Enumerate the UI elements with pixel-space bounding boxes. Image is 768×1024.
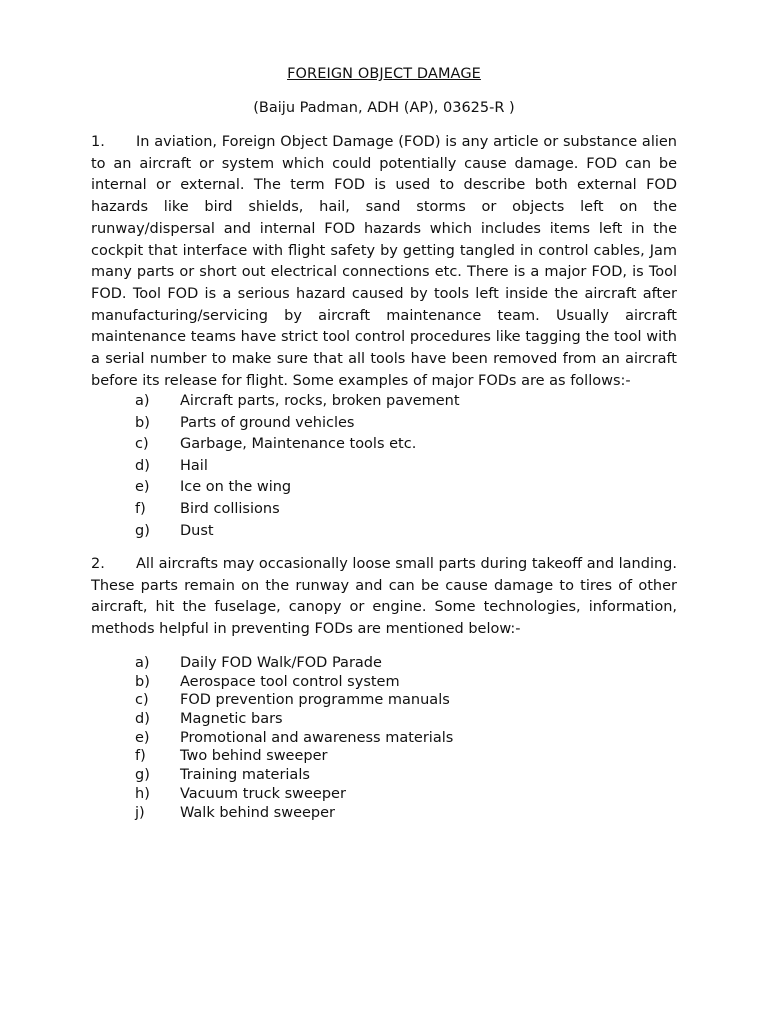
list-item-text: Dust: [180, 522, 214, 539]
list-item-text: Two behind sweeper: [180, 748, 328, 765]
list-item: [135, 747, 453, 766]
list-item-text: Aircraft parts, rocks, broken pavement: [180, 393, 460, 409]
list-item-label: f): [135, 748, 146, 765]
list-item-label: d): [135, 711, 150, 728]
list-item-text: FOD prevention programme manuals: [180, 692, 450, 709]
list-item: [135, 673, 453, 692]
list-item-text: Walk behind sweeper: [180, 804, 336, 821]
list-item-label: h): [135, 785, 150, 802]
list-item: [135, 654, 453, 673]
fod-prevention-list: [135, 654, 453, 822]
list-item-label: e): [135, 479, 150, 496]
list-item-text: Training materials: [180, 767, 310, 784]
list-item-label: a): [135, 393, 150, 409]
list-item: [135, 499, 460, 521]
paragraph-2: [91, 554, 677, 641]
list-item: [135, 710, 453, 729]
list-item-label: e): [135, 729, 150, 746]
list-item-text: Hail: [180, 457, 208, 474]
list-item-text: Bird collisions: [180, 500, 280, 517]
list-item-label: g): [135, 767, 150, 784]
list-item-label: c): [135, 436, 149, 453]
list-item-text: Aerospace tool control system: [180, 673, 400, 690]
list-item-label: b): [135, 414, 150, 431]
list-item-text: Promotional and awareness materials: [180, 729, 454, 746]
list-item: [135, 785, 453, 804]
fod-examples-list: [135, 391, 460, 542]
list-item-text: Magnetic bars: [180, 711, 283, 728]
paragraph-2-number: 2.: [91, 556, 105, 572]
list-item: [135, 804, 453, 823]
list-item-label: f): [135, 500, 146, 517]
list-item-label: a): [135, 655, 150, 671]
list-item-text: Parts of ground vehicles: [180, 414, 355, 431]
list-item-text: Ice on the wing: [180, 479, 292, 496]
list-item: [135, 391, 460, 413]
list-item-label: j): [135, 804, 145, 821]
list-item: [135, 766, 453, 785]
document-title: FOREIGN OBJECT DAMAGE: [287, 66, 481, 82]
list-item-label: g): [135, 522, 150, 539]
list-item: [135, 729, 453, 748]
list-item: [135, 521, 460, 543]
paragraph-1: [91, 132, 677, 392]
paragraph-2-text: All aircrafts may occasionally loose small parts during takeoff and landing. These parts remain on the runway and can be cause damage to tires of other aircraft, hit the fuselage, canopy or engine. Some technologies, information, methods helpful in preventing FODs are mentioned below:-: [91, 556, 677, 638]
list-item-text: Vacuum truck sweeper: [180, 785, 346, 802]
paragraph-1-text: In aviation, Foreign Object Damage (FOD) is any article or substance alien to an aircraft or system which could potentially cause damage. FOD can be internal or external. The term FOD is used to describe both external FOD hazards like bird shields, hail, sand storms or objects left on the runway/dispersal and internal FOD hazards which includes items left in the cockpit that interface with flight safety by getting tangled in control cables, Jam many parts or short out electrical connections etc. There is a major FOD, is Tool FOD. Tool FOD is a serious hazard caused by tools left inside the aircraft after manufacturing/servicing by aircraft maintenance team. Usually aircraft maintenance teams have strict tool control procedures like tagging the tool with a serial number to make sure that all tools have been removed from an aircraft before its release for flight. Some examples of major FODs are as follows:-: [91, 134, 677, 389]
list-item: [135, 456, 460, 478]
document-author: (Baiju Padman, ADH (AP), 03625-R ): [253, 100, 515, 116]
list-item: [135, 413, 460, 435]
list-item-text: Daily FOD Walk/FOD Parade: [180, 655, 382, 671]
list-item: [135, 691, 453, 710]
list-item: [135, 477, 460, 499]
list-item-label: b): [135, 673, 150, 690]
list-item-text: Garbage, Maintenance tools etc.: [180, 436, 417, 453]
list-item-label: c): [135, 692, 149, 709]
paragraph-1-number: 1.: [91, 134, 105, 150]
list-item: [135, 434, 460, 456]
list-item-label: d): [135, 457, 150, 474]
